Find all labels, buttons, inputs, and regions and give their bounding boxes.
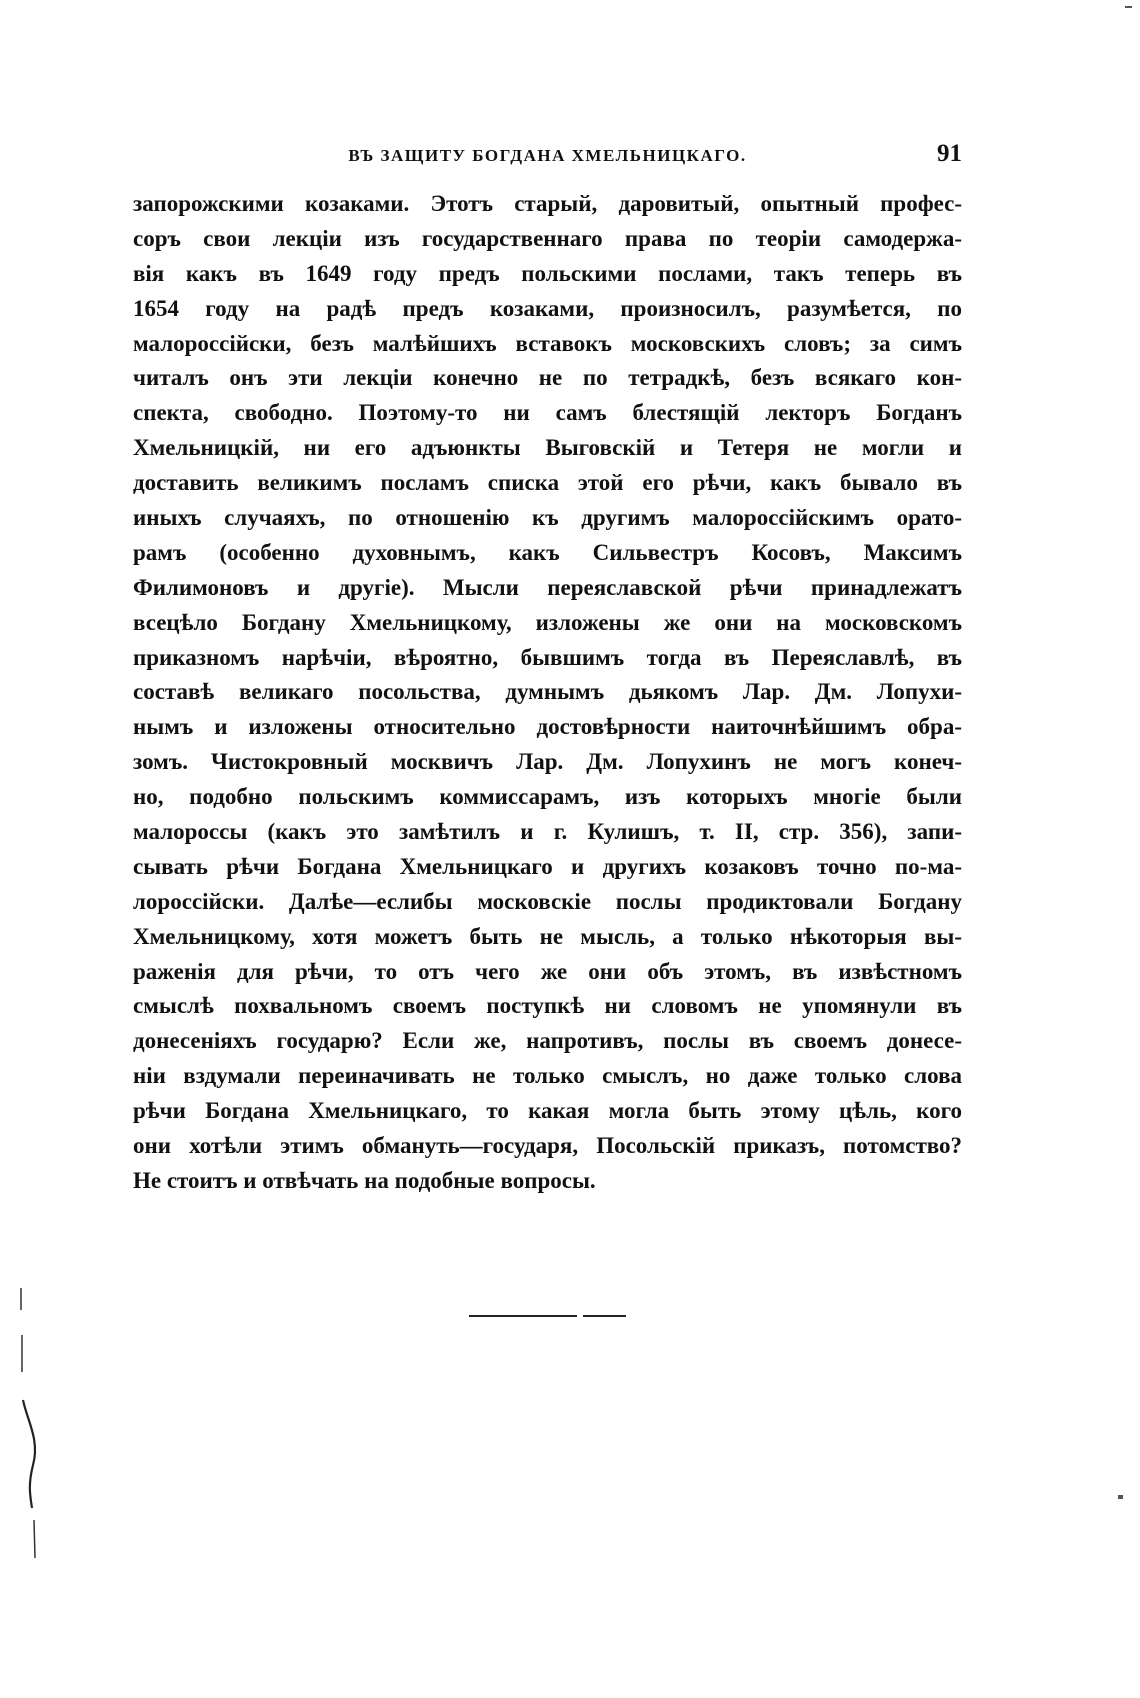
margin-scan-marks (18, 1280, 58, 1610)
text-line: ніи вздумали переиначивать не только смыслъ, но даже только слова (133, 1063, 962, 1089)
page-number: 91 (937, 140, 962, 167)
text-line: всецѣло Богдану Хмельницкому, изложены же они на московскомъ (133, 609, 962, 635)
text-line: нымъ и изложены относительно достовѣрности наиточнѣйшимъ обра- (133, 714, 962, 740)
text-line: они хотѣли этимъ обмануть—государя, Посольскій приказъ, потомство? (133, 1133, 962, 1159)
body-paragraph (133, 187, 962, 1199)
text-line: зомъ. Чистокровный москвичъ Лар. Дм. Лопухинъ не могъ конеч- (133, 749, 962, 775)
text-line: соръ свои лекціи изъ государственнаго права по теоріи самодержа- (133, 225, 962, 251)
scan-dot (1118, 1495, 1123, 1499)
text-line: рамъ (особенно духовнымъ, какъ Сильвестръ Косовъ, Максимъ (133, 539, 962, 565)
text-line: смыслѣ похвальномъ своемъ поступкѣ ни словомъ не упомянули въ (133, 993, 962, 1019)
text-line: раженія для рѣчи, то отъ чего же они объ этомъ, въ извѣстномъ (133, 958, 962, 984)
text-line: Филимоновъ и другіе). Мысли переяславской рѣчи принадлежатъ (133, 574, 962, 600)
text-line: приказномъ нарѣчіи, вѣроятно, бывшимъ тогда въ Переяславлѣ, въ (133, 644, 962, 670)
text-line: Хмельницкому, хотя можетъ быть не мысль, а только нѣкоторыя вы- (133, 923, 962, 949)
text-line: но, подобно польскимъ коммиссарамъ, изъ которыхъ многіе были (133, 784, 962, 810)
text-line: иныхъ случаяхъ, по отношенію къ другимъ малороссійскимъ орато- (133, 505, 962, 531)
scan-dot (1125, 6, 1132, 8)
text-line: рѣчи Богдана Хмельницкаго, то какая могла быть этому цѣль, кого (133, 1098, 962, 1124)
text-line: сывать рѣчи Богдана Хмельницкаго и другихъ козаковъ точно по-ма- (133, 853, 962, 879)
text-line: Хмельницкій, ни его адъюнкты Выговскій и Тетеря не могли и (133, 435, 962, 461)
text-line: Не стоитъ и отвѣчать на подобные вопросы. (133, 1167, 596, 1193)
end-rule (469, 1315, 626, 1317)
text-line: вія какъ въ 1649 году предъ польскими послами, такъ теперь въ (133, 260, 962, 286)
running-title: ВЪ ЗАЩИТУ БОГДАНА ХМЕЛЬНИЦКАГО. (348, 146, 747, 165)
text-line: составѣ великаго посольства, думнымъ дьякомъ Лар. Дм. Лопухи- (133, 679, 962, 705)
text-line: донесеніяхъ государю? Если же, напротивъ, послы въ своемъ донесе- (133, 1028, 962, 1054)
running-head (133, 140, 962, 174)
text-line: лороссійски. Далѣе—еслибы московскіе послы продиктовали Богдану (133, 888, 962, 914)
text-line: спекта, свободно. Поэтому-то ни самъ блестящій лекторъ Богданъ (133, 400, 962, 426)
text-line: малороссійски, безъ малѣйшихъ вставокъ московскихъ словъ; за симъ (133, 330, 962, 356)
text-line: запорожскими козаками. Этотъ старый, даровитый, опытный профес- (133, 191, 962, 216)
text-line: 1654 году на радѣ предъ козаками, произносилъ, разумѣется, по (133, 295, 962, 321)
text-line: доставить великимъ посламъ списка этой его рѣчи, какъ бывало въ (133, 470, 962, 496)
text-line: малороссы (какъ это замѣтилъ и г. Кулишъ, т. II, стр. 356), запи- (133, 819, 962, 845)
text-line: читалъ онъ эти лекціи конечно не по тетрадкѣ, безъ всякаго кон- (133, 365, 962, 391)
